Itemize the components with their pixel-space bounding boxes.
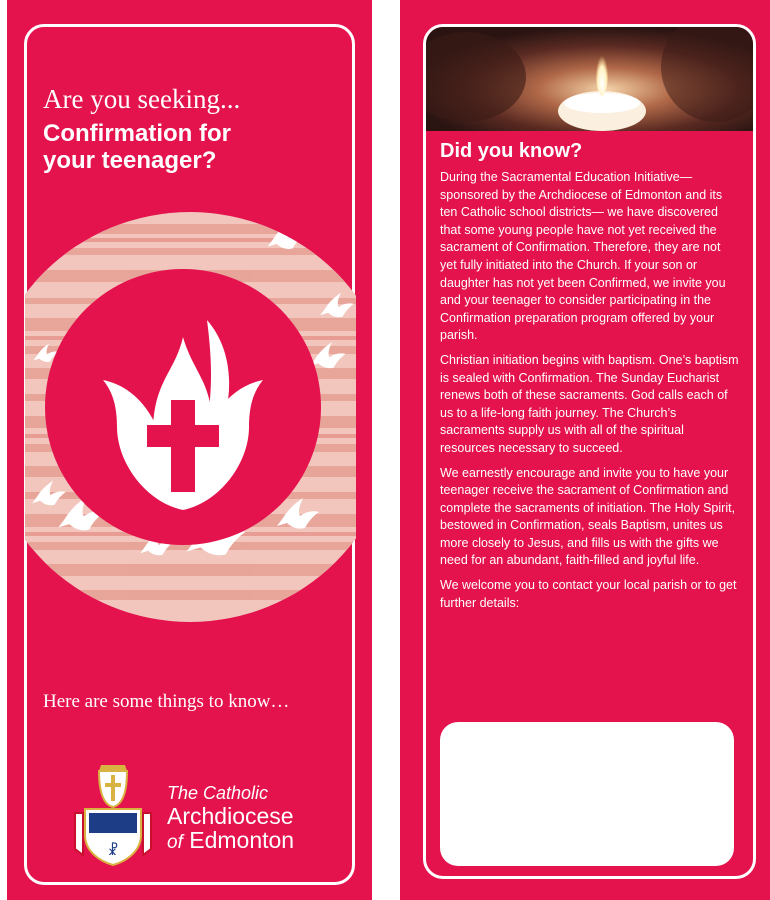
cover-panel <box>7 0 372 900</box>
archdiocese-wordmark <box>167 783 294 855</box>
info-body <box>440 169 740 619</box>
cover-headline <box>43 120 343 174</box>
confirmation-illustration <box>25 212 356 623</box>
svg-text:☧: ☧ <box>107 843 119 859</box>
logo-line-2: Archdiocese <box>167 803 294 829</box>
logo-of: of <box>167 832 183 853</box>
logo-line-1: The Catholic <box>167 783 269 803</box>
headline-line-2: your teenager? <box>43 147 217 174</box>
cover-question: Are you seeking... <box>43 84 241 114</box>
headline-line-1: Confirmation for <box>43 120 231 147</box>
info-paragraph: We welcome you to contact your local parish or to get further details: <box>440 578 737 610</box>
parish-contact-box <box>440 722 734 866</box>
logo-line-3 <box>167 828 294 855</box>
info-paragraph: We earnestly encourage and invite you to have your teenager receive the sacrament of Confirmation and complete the sacraments of initiation. The Holy Spirit, bestowed in Confirmation, seals Baptism, unites us more closely to Jesus, and fills us with the gifts we need for an abundant, faith-filled and joyful life. <box>440 465 736 568</box>
logo-edmonton: Edmonton <box>189 827 295 853</box>
info-paragraph: Christian initiation begins with baptism. One’s baptism is sealed with Confirmation. The Sunday Eucharist renews both of these sacraments. God calls each of us to a life-long faith journey. The Church’s sacraments supply us with all of the spiritual resources necessary to succeed. <box>440 352 739 455</box>
archdiocese-crest-icon <box>71 763 155 867</box>
info-heading: Did you know? <box>440 140 583 162</box>
info-panel <box>400 0 770 900</box>
candle-photo <box>426 27 753 131</box>
info-paragraph: During the Sacramental Education Initiative— sponsored by the Archdiocese of Edmonton and its ten Catholic school districts— we have discovered that some young people have not yet received the sacrament of Confirmation. Therefore, they are not yet fully initiated into the Church. If your son or daughter has not yet been Confirmed, we invite you and your teenager to consider participating in the Confirmation preparation program offered by your parish. <box>440 170 726 343</box>
cover-tagline: Here are some things to know… <box>43 691 290 712</box>
